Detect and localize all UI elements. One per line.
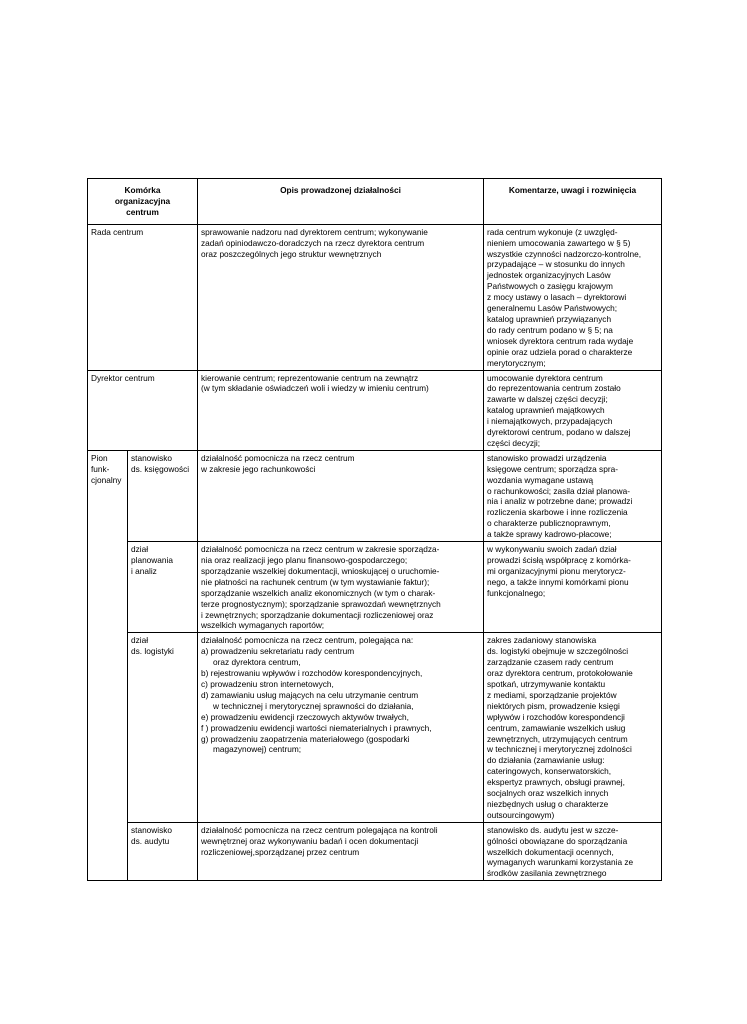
description-cell: działalność pomocnicza na rzecz centrum w zakresie sporządza- nia oraz realizacji jego planu finansowo-gospodarczego; sporządzanie wszelkiej dokumentacji, wnioskującej o uruchomie- nie płatności na rachunek centrum (w tym wystawianie faktur); sporządzanie wszelkich analiz ekonomicznych (w tym o charak- terze prognostycznym); sporządzanie sprawozdań wewnętrznych i zewnętrznych; sporządzanie dokumentacji rozliczeniowej oraz wszelkich wymaganych raportów; <box>198 542 484 633</box>
list-item-continuation: w technicznej i merytorycznej sprawności do działania, <box>213 700 414 711</box>
list-item: d) zamawianiu usług mających na celu utrzymanie centrum <box>201 689 419 700</box>
subunit-cell: stanowisko ds. audytu <box>128 822 198 881</box>
comments-cell: stanowisko ds. audytu jest w szcze- gólności obowiązane do sporządzania wszelkich dokumentacji ocennych, wymaganych warunkami korzystania ze środków zasilania zewnętrznego <box>484 822 662 881</box>
comments-cell: rada centrum wykonuje (z uwzględ- nieniem umocowania zawartego w § 5) wszystkie czynności nadzorczo-kontrolne, przypadające – w stosunku do innych jednostek organizacyjnych Lasów Państwowych o zasięgu krajowym z mocy ustawy o lasach – dyrektorowi generalnemu Lasów Państwowych; katalog uprawnień przywiązanych do rady centrum podano w § 5; na wniosek dyrektora centrum rada wydaje opinie oraz udziela porad o charakterze merytorycznym; <box>484 224 662 370</box>
list-item: e) prowadzeniu ewidencji rzeczowych aktywów trwałych, <box>201 711 409 722</box>
list-item: c) prowadzeniu stron internetowych, <box>201 678 334 689</box>
list-item: b) rejestrowaniu wpływów i rozchodów korespondencyjnych, <box>201 668 423 679</box>
subunit-cell: stanowisko ds. księgowości <box>128 450 198 541</box>
table-row-dyrektor <box>88 370 662 450</box>
table-row-ksiegowosc <box>88 450 662 541</box>
list-intro: działalność pomocnicza na rzecz centrum, polegająca na: <box>201 635 414 646</box>
organization-table <box>87 178 662 881</box>
subunit-cell: dział planowania i analiz <box>128 542 198 633</box>
subunit-cell: dział ds. logistyki <box>128 633 198 822</box>
table-row-planowanie <box>88 542 662 633</box>
table-row-rada <box>88 224 662 370</box>
pion-label: Pion funk- cjonalny <box>88 450 128 880</box>
description-cell: działalność pomocnicza na rzecz centrum polegająca na kontroli wewnętrznej oraz wykonywaniu badań i ocen dokumentacji rozliczeniowej,sporządzanej przez centrum <box>198 822 484 881</box>
description-cell: kierowanie centrum; reprezentowanie centrum na zewnątrz (w tym składanie oświadczeń woli i wiedzy w imieniu centrum) <box>198 370 484 450</box>
unit-cell: Dyrektor centrum <box>88 370 198 450</box>
header-unit: Komórka organizacyjna centrum <box>88 179 198 225</box>
comments-cell: w wykonywaniu swoich zadań dział prowadzi ścisłą współpracę z komórka- mi organizacyjnymi pionu merytorycz- nego, a także innymi komórkami pionu funkcjonalnego; <box>484 542 662 633</box>
table-row-audyt <box>88 822 662 881</box>
description-cell: sprawowanie nadzoru nad dyrektorem centrum; wykonywanie zadań opiniodawczo-doradczych na rzecz dyrektora centrum oraz poszczególnych jego struktur wewnętrznych <box>198 224 484 370</box>
list-item: f ) prowadzeniu ewidencji wartości niematerialnych i prawnych, <box>201 722 432 733</box>
list-item-continuation: oraz dyrektora centrum, <box>213 657 301 668</box>
list-item: g) prowadzeniu zaopatrzenia materiałowego (gospodarki <box>201 733 410 744</box>
list-item: a) prowadzeniu sekretariatu rady centrum <box>201 646 355 657</box>
header-description: Opis prowadzonej działalności <box>198 179 484 225</box>
list-item-continuation: magazynowej) centrum; <box>213 744 302 755</box>
description-cell: działalność pomocnicza na rzecz centrum w zakresie jego rachunkowości <box>198 450 484 541</box>
description-cell <box>198 633 484 822</box>
comments-cell: umocowanie dyrektora centrum do reprezentowania centrum zostało zawarte w dalszej części decyzji; katalog uprawnień majątkowych i niemajątkowych, przypadających dyrektorowi centrum, podano w dalszej części decyzji; <box>484 370 662 450</box>
table-row-logistyka <box>88 633 662 822</box>
comments-cell: stanowisko prowadzi urządzenia księgowe centrum; sporządza spra- wozdania wymagane ustawą o rachunkowości; zasila dział planowa- nia i analiz w potrzebne dane; prowadzi rozliczenia skarbowe i inne rozliczenia o charakterze publicznoprawnym, a także sprawy kadrowo-płacowe; <box>484 450 662 541</box>
header-comments: Komentarze, uwagi i rozwinięcia <box>484 179 662 225</box>
comments-cell: zakres zadaniowy stanowiska ds. logistyki obejmuje w szczególności zarządzanie czasem rady centrum oraz dyrektora centrum, protokołowanie spotkań, utrzymywanie kontaktu z mediami, sporządzanie projektów niektórych pism, prowadzenie księgi wpływów i rozchodów korespondencji centrum, zamawianie wszelkich usług zewnętrznych, utrzymujących centrum w technicznej i merytorycznej zdolności do działania (zamawianie usług: cateringowych, konserwatorskich, ekspertyz prawnych, obsługi prawnej, socjalnych oraz wszelkich innych niezbędnych usług o charakterze outsourcingowym) <box>484 633 662 822</box>
table-header-row <box>88 179 662 225</box>
unit-cell: Rada centrum <box>88 224 198 370</box>
